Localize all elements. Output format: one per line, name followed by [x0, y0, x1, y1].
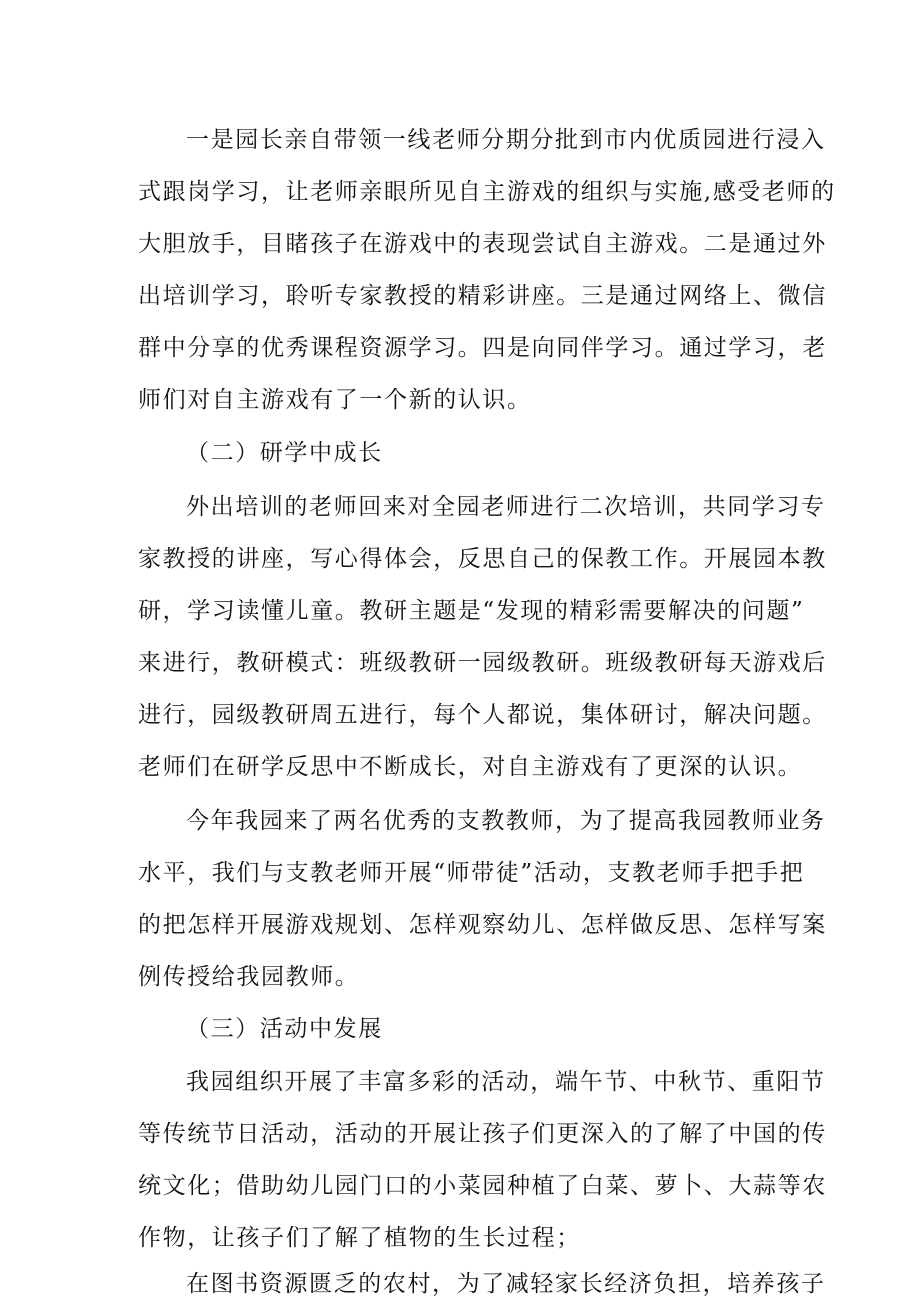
section-heading-3: （三）活动中发展 — [186, 1016, 383, 1042]
paragraph-1-line-3: 大胆放手，目睹孩子在游戏中的表现尝试自主游戏。二是通过外 — [138, 231, 827, 257]
paragraph-2-line-5: 进行，园级教研周五进行，每个人都说，集体研讨，解决问题。 — [138, 702, 827, 728]
paragraph-4-line-4: 作物，让孩子们了解了植物的生长过程； — [138, 1225, 581, 1251]
paragraph-3-line-3: 的把怎样开展游戏规划、怎样观察幼儿、怎样做反思、怎样写案 — [138, 912, 827, 938]
paragraph-4-line-3: 统文化；借助幼儿园门口的小菜园种植了白菜、萝卜、大蒜等农 — [138, 1173, 827, 1199]
paragraph-2-line-4: 来进行，教研模式：班级教研一园级教研。班级教研每天游戏后 — [138, 650, 827, 676]
section-heading-2: （二）研学中成长 — [186, 440, 383, 466]
paragraph-2-line-2: 家教授的讲座，写心得体会，反思自己的保教工作。开展园本教 — [138, 546, 827, 572]
paragraph-1-line-4: 出培训学习，聆听专家教授的精彩讲座。三是通过网络上、微信 — [138, 283, 827, 309]
paragraph-4-line-2: 等传统节日活动，活动的开展让孩子们更深入的了解了中国的传 — [138, 1121, 827, 1147]
paragraph-4-line-1: 我园组织开展了丰富多彩的活动，端午节、中秋节、重阳节 — [186, 1069, 826, 1095]
paragraph-1-line-1: 一是园长亲自带领一线老师分期分批到市内优质园进行浸入 — [186, 127, 826, 153]
paragraph-3-line-1: 今年我园来了两名优秀的支教教师，为了提高我园教师业务 — [186, 808, 826, 834]
paragraph-5-line-1: 在图书资源匮乏的农村，为了减轻家长经济负担，培养孩子 — [186, 1271, 826, 1297]
paragraph-1-line-5: 群中分享的优秀课程资源学习。四是向同伴学习。通过学习，老 — [138, 335, 827, 361]
paragraph-3-line-4: 例传授给我园教师。 — [138, 964, 360, 990]
paragraph-1-line-6: 师们对自主游戏有了一个新的认识。 — [138, 387, 532, 413]
paragraph-2-line-6: 老师们在研学反思中不断成长，对自主游戏有了更深的认识。 — [138, 754, 803, 780]
paragraph-2-line-1: 外出培训的老师回来对全园老师进行二次培训，共同学习专 — [186, 494, 826, 520]
paragraph-2-line-3: 研，学习读懂儿童。教研主题是“发现的精彩需要解决的问题” — [138, 598, 805, 624]
paragraph-3-line-2: 水平，我们与支教老师开展“师带徒”活动，支教老师手把手把 — [138, 860, 805, 886]
paragraph-1-line-2: 式跟岗学习，让老师亲眼所见自主游戏的组织与实施,感受老师的 — [138, 179, 836, 205]
